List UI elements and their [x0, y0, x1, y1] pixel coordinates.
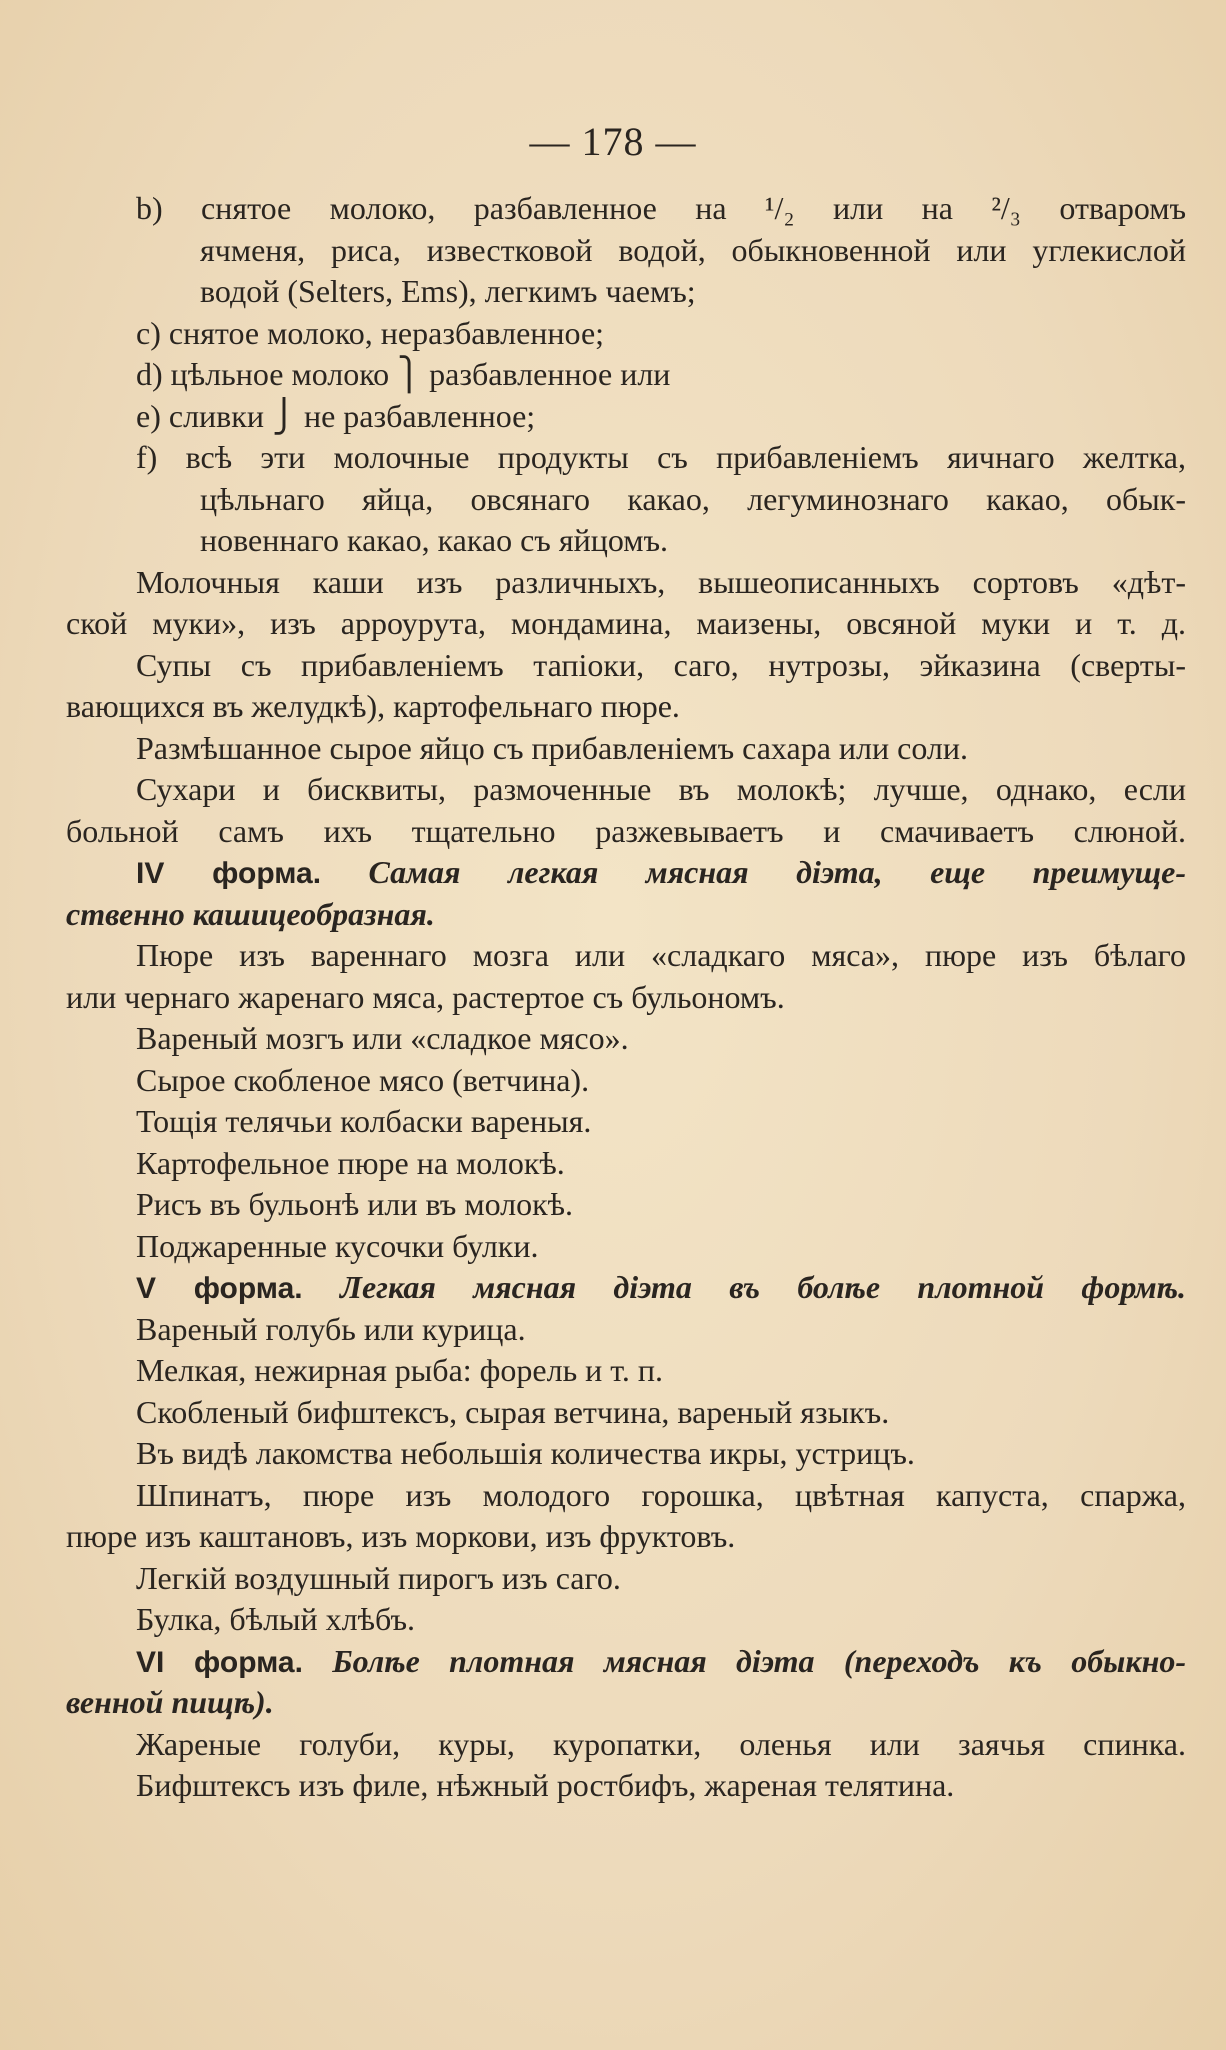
line-text: Размѣшанное сырое яйцо съ прибавленіемъ сахара или соли.	[136, 729, 968, 766]
text-line-14	[66, 728, 1186, 770]
page-text	[66, 188, 1186, 1807]
line-text: b) снятое молоко, разбавленное на ¹/₂ или на ²/₃ отваромъ	[136, 190, 1186, 226]
page-number: — 178 —	[529, 119, 697, 164]
text-line-25	[66, 1184, 1186, 1226]
line-text: ской муки», изъ арроурута, мондамина, маизены, овсяной муки и т. д.	[66, 605, 1186, 641]
text-line-12	[66, 645, 1186, 687]
line-text: новеннаго какао, какао съ яйцомъ.	[200, 522, 668, 558]
line-text: больной самъ ихъ тщательно разжевываетъ и смачиваетъ слюной.	[66, 812, 1186, 849]
text-line-30	[66, 1392, 1186, 1434]
line-text: венной пищѣ).	[66, 1684, 274, 1720]
line-text: ственно кашицеобразная.	[66, 895, 435, 932]
line-text: водой (Selters, Ems), легкимъ чаемъ;	[200, 273, 696, 309]
form-heading: IV форма.	[136, 857, 322, 890]
line-text: Самая легкая мясная діэта, еще преимуще-	[368, 854, 1187, 890]
line-text: d) цѣльное молоко ⎫ разбавленное или	[136, 356, 671, 392]
text-line-10	[66, 562, 1186, 604]
text-line-26	[66, 1226, 1186, 1268]
form-heading: VI форма.	[136, 1645, 303, 1679]
line-text: f) всѣ эти молочные продукты съ прибавленіемъ яичнаго желтка,	[136, 439, 1186, 475]
text-line-38	[66, 1724, 1186, 1766]
text-line-16	[66, 811, 1186, 853]
line-text: Вареный мозгъ или «сладкое мясо».	[136, 1020, 629, 1056]
text-line-24	[66, 1143, 1186, 1185]
line-text: Бифштексъ изъ филе, нѣжный ростбифъ, жареная телятина.	[136, 1767, 955, 1803]
line-text: Легкій воздушный пирогъ изъ саго.	[136, 1559, 621, 1596]
text-line-19	[66, 935, 1186, 977]
text-line-31	[66, 1433, 1186, 1475]
line-text: Пюре изъ вареннаго мозга или «сладкаго мяса», пюре изъ бѣлаго	[136, 937, 1186, 973]
text-line-20	[66, 977, 1186, 1019]
line-text: Рисъ въ бульонѣ или въ молокѣ.	[136, 1186, 574, 1222]
line-text: Болѣе плотная мясная діэта (переходъ къ обыкно-	[332, 1642, 1187, 1679]
text-line-22	[66, 1060, 1186, 1102]
text-line-6	[66, 396, 1186, 438]
line-text: или чернаго жаренаго мяса, растертое съ бульономъ.	[66, 978, 785, 1015]
text-line-39	[66, 1765, 1186, 1807]
text-line-35	[66, 1599, 1186, 1641]
line-text: Въ видѣ лакомства небольшія количества икры, устрицъ.	[136, 1435, 915, 1471]
line-text: Сухари и бисквиты, размоченные въ молокѣ; лучше, однако, если	[136, 771, 1186, 807]
text-line-21	[66, 1018, 1186, 1060]
text-line-37	[66, 1682, 1186, 1724]
form-heading: V форма.	[136, 1272, 303, 1305]
text-line-8	[66, 479, 1186, 521]
line-text: Тощія телячьи колбаски вареныя.	[136, 1103, 592, 1139]
text-line-33	[66, 1516, 1186, 1558]
text-line-36	[66, 1641, 1186, 1683]
line-text: Жареные голуби, куры, куропатки, оленья или заячья спинка.	[136, 1725, 1186, 1762]
line-text: c) снятое молоко, неразбавленное;	[136, 314, 605, 351]
line-text: ячменя, риса, известковой водой, обыкновенной или углекислой	[200, 231, 1186, 268]
line-text: Булка, бѣлый хлѣбъ.	[136, 1601, 416, 1637]
text-line-7	[66, 437, 1186, 479]
text-line-32	[66, 1475, 1186, 1517]
line-text: Шпинатъ, пюре изъ молодого горошка, цвѣтная капуста, спаржа,	[136, 1476, 1186, 1513]
line-text: Вареный голубь или курица.	[136, 1310, 526, 1347]
text-line-4	[66, 313, 1186, 355]
line-text: Скобленый бифштексъ, сырая ветчина, вареный языкъ.	[136, 1393, 890, 1430]
line-text: Мелкая, нежирная рыба: форель и т. п.	[136, 1352, 663, 1388]
text-line-11	[66, 603, 1186, 645]
text-line-29	[66, 1350, 1186, 1392]
text-line-13	[66, 686, 1186, 728]
line-text: Супы съ прибавленіемъ тапіоки, саго, нутрозы, эйказина (сверты-	[136, 646, 1186, 683]
text-line-28	[66, 1309, 1186, 1351]
line-text: Легкая мясная діэта въ болѣе плотной формѣ.	[339, 1269, 1187, 1305]
line-text: цѣльнаго яйца, овсянаго какао, легуминознаго какао, обык-	[200, 480, 1186, 517]
line-text: пюре изъ каштановъ, изъ моркови, изъ фруктовъ.	[66, 1518, 736, 1554]
text-line-9	[66, 520, 1186, 562]
text-line-23	[66, 1101, 1186, 1143]
text-line-3	[66, 271, 1186, 313]
text-line-27	[66, 1267, 1186, 1309]
text-line-18	[66, 894, 1186, 936]
text-line-17	[66, 852, 1186, 894]
text-line-2	[66, 230, 1186, 272]
line-text: Картофельное пюре на молокѣ.	[136, 1144, 565, 1181]
line-text: Молочныя каши изъ различныхъ, вышеописанныхъ сортовъ «дѣт-	[136, 563, 1186, 600]
line-text: Сырое скобленое мясо (ветчина).	[136, 1061, 590, 1098]
line-text: вающихся въ желудкѣ), картофельнаго пюре.	[66, 688, 680, 724]
line-text: Поджаренные кусочки булки.	[136, 1227, 539, 1264]
line-text: e) сливки ⎭ не разбавленное;	[136, 397, 536, 434]
text-line-5	[66, 354, 1186, 396]
text-line-15	[66, 769, 1186, 811]
text-line-34	[66, 1558, 1186, 1600]
text-line-1	[66, 188, 1186, 230]
